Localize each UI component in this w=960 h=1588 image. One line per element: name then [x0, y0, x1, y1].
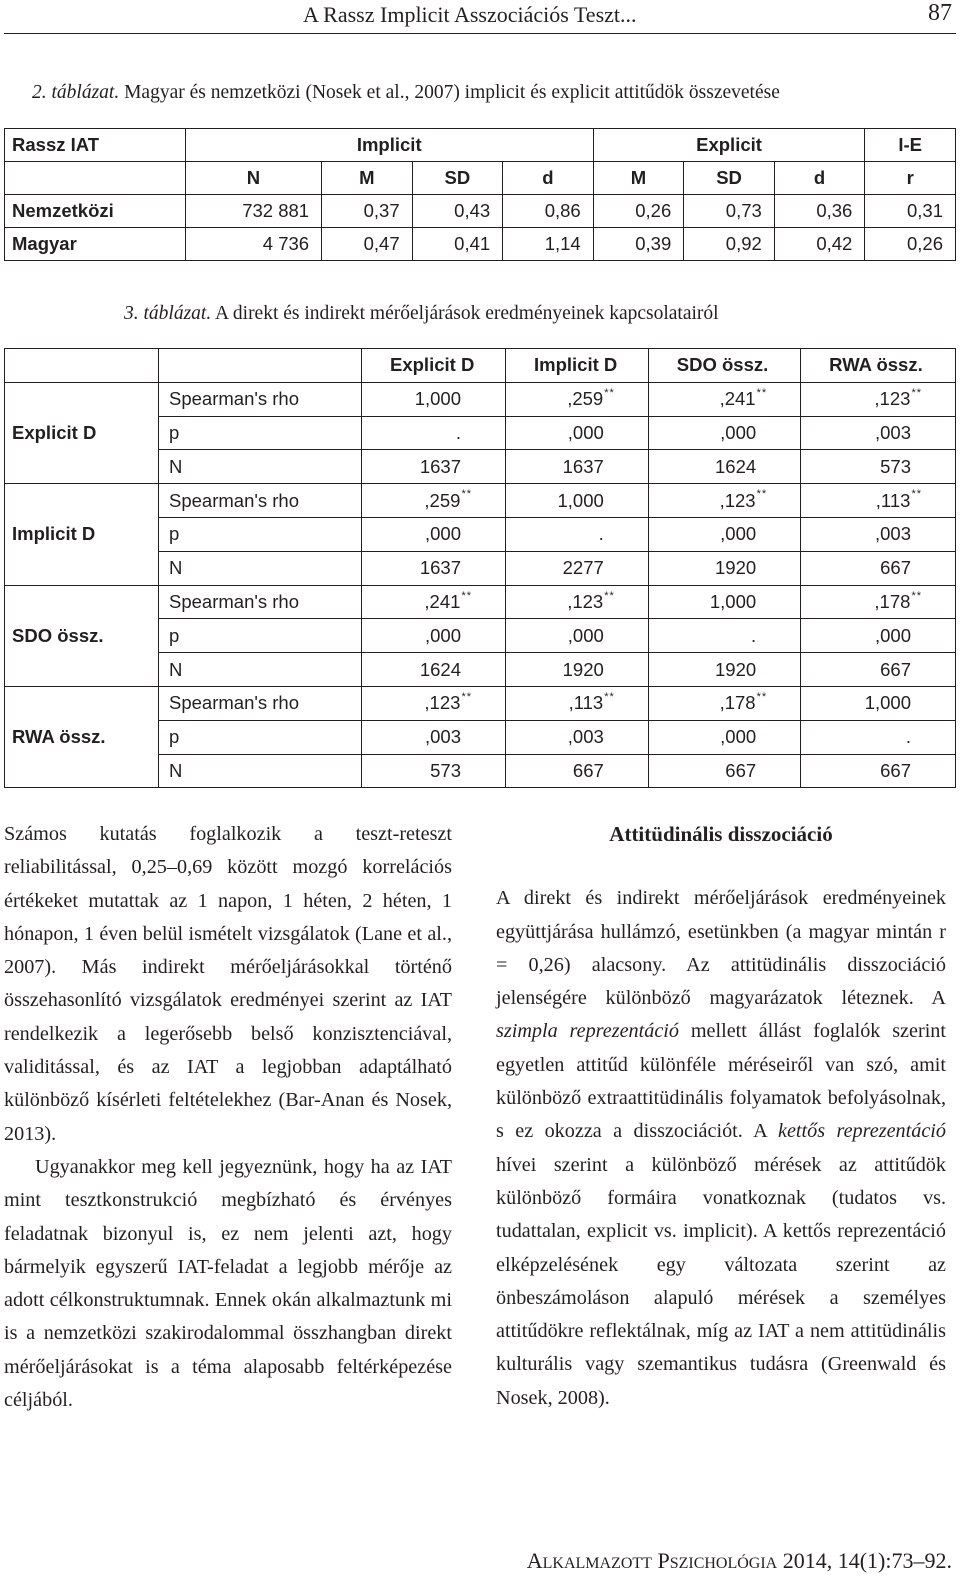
significance-mark: **: [756, 488, 768, 501]
table3-cell: [362, 551, 506, 585]
table3-stat-label: N: [159, 754, 362, 788]
significance-mark: **: [756, 387, 768, 400]
paragraph-text: mellett állást foglalók szerint egyetlen attitűd különféle méréseiről van szó, amit különböző extraattitüdinális folyamatok befolyásolnak, s ez okozza a disszociációt. A: [496, 1020, 946, 1143]
table3-cell: [362, 517, 506, 551]
table3-cell: [801, 619, 956, 653]
table3-stat-label: Spearman's rho: [159, 686, 362, 720]
table3-value: 1,000: [709, 590, 757, 612]
significance-mark: **: [911, 387, 922, 400]
table3-caption-text: A direkt és indirekt mérőeljárások eredményeinek kapcsolatairól: [211, 303, 719, 324]
table2-cell: 0,39: [593, 228, 684, 261]
journal-citation: 2014, 14(1):73–92.: [782, 1548, 952, 1573]
table3-cell: [506, 653, 649, 687]
table2-label: 2. táblázat.: [32, 82, 120, 103]
table3-cell: [506, 754, 649, 788]
journal-name: ALKALMAZOTT PSZICHOLÓGIA: [526, 1548, 778, 1573]
table3-header-row: [5, 349, 956, 383]
table3-variable-label: Implicit D: [5, 484, 159, 585]
table3-value: 1920: [715, 658, 757, 680]
table3-value: 1637: [562, 455, 604, 477]
table3-cell: [648, 686, 800, 720]
table3-value: 573: [430, 759, 461, 781]
table3-value: ,123: [567, 590, 604, 612]
table3-cell: [362, 484, 506, 518]
significance-mark: **: [604, 589, 615, 602]
table2-cell: 0,31: [865, 195, 956, 228]
table3-value: ,000: [424, 523, 461, 545]
table3-value: ,178: [719, 692, 756, 714]
significance-mark: **: [461, 691, 472, 704]
table3-cell: [506, 517, 649, 551]
table3-cell: [506, 382, 649, 416]
table3-cell: [648, 551, 800, 585]
table3-value: ,123: [424, 692, 461, 714]
table3-cell: [648, 653, 800, 687]
table3-body: [5, 382, 956, 788]
table2-row-header: Rassz IAT: [5, 129, 186, 162]
table3-value: ,003: [424, 726, 461, 748]
table3-value: 1,000: [557, 489, 604, 511]
table2-cell: 0,42: [774, 228, 865, 261]
table3: [4, 348, 956, 788]
table3-cell: [362, 382, 506, 416]
page-number: 87: [928, 0, 952, 26]
table2-row-label: Magyar: [5, 228, 186, 261]
table3-value: ,003: [874, 523, 911, 545]
table3-cell: [506, 450, 649, 484]
table3-value: ,178: [874, 590, 911, 612]
table2-group-explicit: Explicit: [593, 129, 865, 162]
emphasis-term: szimpla reprezentáció: [496, 1020, 680, 1043]
table2-cell: 0,92: [684, 228, 775, 261]
table3-cell: [506, 585, 649, 619]
table3-value: .: [455, 421, 461, 443]
table2-cell: 0,73: [684, 195, 775, 228]
table3-cell: [506, 416, 649, 450]
table2-cell: 0,37: [322, 195, 413, 228]
table3-cell: [648, 484, 800, 518]
table3-cell: [362, 720, 506, 754]
table3-col-header: RWA össz.: [801, 349, 956, 383]
table3-stat-label: p: [159, 619, 362, 653]
table3-value: 573: [880, 455, 911, 477]
table3-value: .: [905, 726, 911, 748]
table3-value: ,113: [568, 692, 604, 714]
table3-value: 667: [572, 759, 604, 781]
table3-cell: [362, 619, 506, 653]
table2-cell: 0,26: [865, 228, 956, 261]
table3-stat-label: Spearman's rho: [159, 585, 362, 619]
table3-corner-cell: [159, 349, 362, 383]
table3-value: 667: [880, 759, 911, 781]
table3-value: ,000: [567, 624, 604, 646]
table3-value: ,123: [874, 388, 911, 410]
emphasis-term: kettős reprezentáció: [778, 1120, 946, 1143]
journal-footer: [527, 1548, 952, 1574]
table2-col-header: d: [774, 162, 865, 195]
table3-cell: [648, 382, 800, 416]
table3-value: 1637: [419, 557, 461, 579]
table2-caption: [32, 82, 780, 104]
table3-value: ,241: [719, 388, 756, 410]
table3-cell: [801, 382, 956, 416]
table3-cell: [648, 754, 800, 788]
table3-value: 667: [725, 759, 757, 781]
table3-value: ,123: [719, 489, 756, 511]
table3-value: ,003: [567, 726, 604, 748]
table3-value: ,259: [567, 388, 604, 410]
significance-mark: **: [911, 589, 922, 602]
table3-cell: [506, 619, 649, 653]
table3-cell: [506, 484, 649, 518]
table3-variable-label: SDO össz.: [5, 585, 159, 686]
table3-row: [5, 585, 956, 619]
left-column: [4, 818, 452, 1417]
table2-cell: 0,86: [503, 195, 594, 228]
table3-value: ,000: [720, 421, 757, 443]
table3-cell: [648, 517, 800, 551]
table3-cell: [648, 416, 800, 450]
table2-row-label: Nemzetközi: [5, 195, 186, 228]
table3-cell: [801, 686, 956, 720]
table2-col-header: r: [865, 162, 956, 195]
table2-row: [5, 195, 956, 228]
table2-column-row: [5, 162, 956, 195]
table3-stat-label: N: [159, 450, 362, 484]
table3-cell: [362, 653, 506, 687]
table2-col-header: M: [593, 162, 684, 195]
table3-label: 3. táblázat.: [124, 303, 212, 324]
table3-stat-label: N: [159, 551, 362, 585]
table2-caption-text: Magyar és nemzetközi (Nosek et al., 2007) implicit és explicit attitűdök összevetése: [119, 82, 780, 103]
table3-cell: [648, 619, 800, 653]
table2-row: [5, 228, 956, 261]
table3-stat-label: p: [159, 517, 362, 551]
running-header: [0, 0, 960, 34]
significance-mark: **: [604, 387, 615, 400]
table3-stat-label: Spearman's rho: [159, 484, 362, 518]
table3-cell: [801, 517, 956, 551]
table3-corner-cell: [5, 349, 159, 383]
table3-col-header: SDO össz.: [648, 349, 800, 383]
table2-cell: 0,36: [774, 195, 865, 228]
table3-cell: [506, 686, 649, 720]
paragraph-text: A direkt és indirekt mérőeljárások eredményeinek együttjárása hullámzó, esetünkben (a magyar mintán r = 0,26) alacsony. Az attitüdinális disszociáció jelenségére különböző magyarázatok léteznek. A: [496, 887, 946, 1010]
table3-variable-label: Explicit D: [5, 382, 159, 483]
table2-col-header: N: [185, 162, 321, 195]
right-column: [496, 818, 946, 1415]
table2-group-row: [5, 129, 956, 162]
table3-value: 667: [880, 658, 911, 680]
table3-cell: [801, 416, 956, 450]
table3-cell: [362, 585, 506, 619]
table3-value: ,003: [874, 421, 911, 443]
table3-cell: [801, 585, 956, 619]
header-rule: [4, 33, 956, 34]
table3-cell: [506, 551, 649, 585]
table3-value: ,000: [874, 624, 911, 646]
table3-cell: [648, 450, 800, 484]
table3-cell: [801, 720, 956, 754]
table2-cell: 732 881: [185, 195, 321, 228]
table3-value: 1920: [562, 658, 604, 680]
table3-cell: [362, 686, 506, 720]
table3-cell: [801, 653, 956, 687]
table3-value: .: [751, 624, 757, 646]
table2-col-header: d: [503, 162, 594, 195]
table2-cell: 1,14: [503, 228, 594, 261]
table2-group-implicit: Implicit: [185, 129, 593, 162]
table2-cell: 0,41: [412, 228, 503, 261]
table2: [4, 128, 956, 261]
table3-value: ,259: [424, 489, 461, 511]
table3-row: [5, 484, 956, 518]
table3-value: 1,000: [414, 388, 461, 410]
paragraph: Számos kutatás foglalkozik a teszt-reteszt reliabilitással, 0,25–0,69 között mozgó korrelációs értékeket mutattak az 1 napon, 1 héten, 2 héten, 1 hónapon, 1 éven belül ismételt vizsgálatok (Lane et al., 2007). Más indirekt mérőeljárásokkal történő összehasonlító vizsgálatok eredményei szerint az IAT rendelkezik a legerősebb belső konzisztenciával, validitással, és az IAT a legjobban adaptálható különböző kísérleti feltételekhez (Bar-Anan és Nosek, 2013).: [4, 823, 452, 1145]
table3-col-header: Implicit D: [506, 349, 649, 383]
table3-value: ,000: [720, 523, 757, 545]
significance-mark: **: [461, 589, 472, 602]
significance-mark: **: [756, 691, 768, 704]
table3-value: 667: [880, 557, 911, 579]
table2-cell: 0,43: [412, 195, 503, 228]
table3-value: 1624: [715, 455, 757, 477]
table3-cell: [648, 585, 800, 619]
table3-value: ,241: [424, 590, 461, 612]
table3-stat-label: Spearman's rho: [159, 382, 362, 416]
table3-value: 1,000: [864, 692, 911, 714]
table3-value: ,113: [875, 489, 911, 511]
paragraph: [496, 882, 946, 1415]
table3-col-header: Explicit D: [362, 349, 506, 383]
table2-empty-cell: [5, 162, 186, 195]
table2-cell: 0,26: [593, 195, 684, 228]
significance-mark: **: [604, 691, 615, 704]
table3-cell: [648, 720, 800, 754]
table3-value: ,000: [567, 421, 604, 443]
table3-value: 1624: [419, 658, 461, 680]
table2-group-ie: I-E: [865, 129, 956, 162]
table3-caption: [124, 303, 719, 325]
table3-cell: [362, 450, 506, 484]
table3-value: ,000: [720, 726, 757, 748]
significance-mark: **: [911, 488, 922, 501]
table3-row: [5, 382, 956, 416]
table2-col-header: SD: [684, 162, 775, 195]
table3-stat-label: p: [159, 416, 362, 450]
table3-variable-label: RWA össz.: [5, 686, 159, 787]
table3-row: [5, 686, 956, 720]
table2-col-header: SD: [412, 162, 503, 195]
table3-value: .: [598, 523, 604, 545]
paragraph-text: hívei szerint a különböző mérések az attitűdök különböző formáira vonatkoznak (tudatos vs. tudattalan, explicit vs. implicit). A kettős reprezentáció elképzelésének egy változata szerint az önbeszámoláson alapuló mérések a személyes attitűdökre reflektálnak, míg az IAT a nem attitüdinális kulturális vagy szemantikus tudásra (Greenwald és Nosek, 2008).: [496, 1153, 946, 1409]
table3-cell: [801, 450, 956, 484]
table3-cell: [801, 484, 956, 518]
table3-cell: [801, 551, 956, 585]
paragraph: Ugyanakkor meg kell jegyeznünk, hogy ha az IAT mint tesztkonstrukció megbízható és érvényes feladatnak bizonyul is, ez nem jelenti azt, hogy bármelyik egyszerű IAT-feladat a legjobb mérője az adott célkonstruktumnak. Ennek okán alkalmaztunk mi is a nemzetközi szakirodalommal összhangban direkt mérőeljárásokat is a téma alaposabb feltérképezése céljából.: [4, 1155, 452, 1412]
table3-stat-label: N: [159, 653, 362, 687]
table2-cell: 0,47: [322, 228, 413, 261]
table3-cell: [362, 416, 506, 450]
table3-stat-label: p: [159, 720, 362, 754]
table2-cell: 4 736: [185, 228, 321, 261]
table3-value: 1920: [715, 557, 757, 579]
running-title: A Rassz Implicit Asszociációs Teszt...: [303, 2, 637, 27]
table2-col-header: M: [322, 162, 413, 195]
table3-value: ,000: [424, 624, 461, 646]
significance-mark: **: [461, 488, 472, 501]
table3-value: 2277: [562, 557, 604, 579]
table3-cell: [362, 754, 506, 788]
table3-cell: [801, 754, 956, 788]
table3-value: 1637: [419, 455, 461, 477]
table3-cell: [506, 720, 649, 754]
section-heading: Attitüdinális disszociáció: [609, 822, 833, 846]
